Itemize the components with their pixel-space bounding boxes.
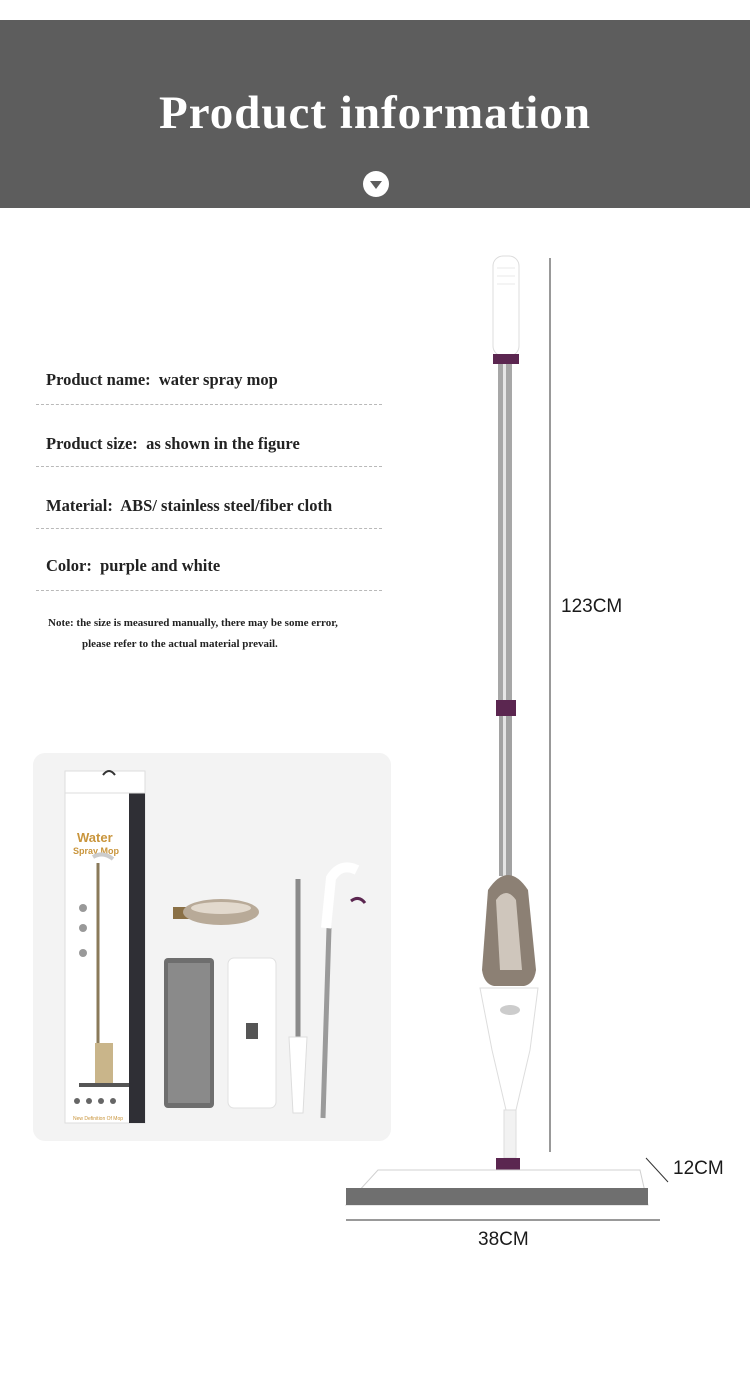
package-contents-photo [33,753,391,1141]
divider [36,404,382,405]
box-footer: New Definition Of Mop [73,1116,124,1122]
header-banner [0,20,750,208]
info-value: as shown in the figure [146,434,300,453]
info-value: ABS/ stainless steel/fiber cloth [120,496,333,515]
box-title-1: Water [77,830,113,845]
box-title-2: Spray Mop [73,846,120,856]
info-label: Product size: [46,434,138,453]
info-value: water spray mop [158,370,278,389]
note-line-1: Note: the size is measured manually, there may be some error, [48,617,338,629]
package-contents-illustration [33,753,391,1141]
divider [36,528,382,529]
info-value: purple and white [100,556,221,575]
width-dimension-line [340,1215,670,1225]
divider [36,590,382,591]
info-row-color [46,556,386,576]
depth-dimension-line [640,1156,670,1206]
info-label: Product name: [46,370,151,389]
depth-label: 12CM [673,1158,724,1179]
width-label: 38CM [478,1229,529,1250]
page-title: Product information [159,87,591,139]
note-line-2: please refer to the actual material prevail. [82,638,278,650]
info-row-name [46,370,386,390]
height-label: 123CM [561,596,623,617]
divider [36,466,382,467]
info-row-size [46,434,386,454]
spray-mop-illustration [340,250,660,1210]
info-label: Material: [46,496,113,515]
info-label: Color: [46,556,92,575]
chevron-down-circle-icon [362,170,390,198]
